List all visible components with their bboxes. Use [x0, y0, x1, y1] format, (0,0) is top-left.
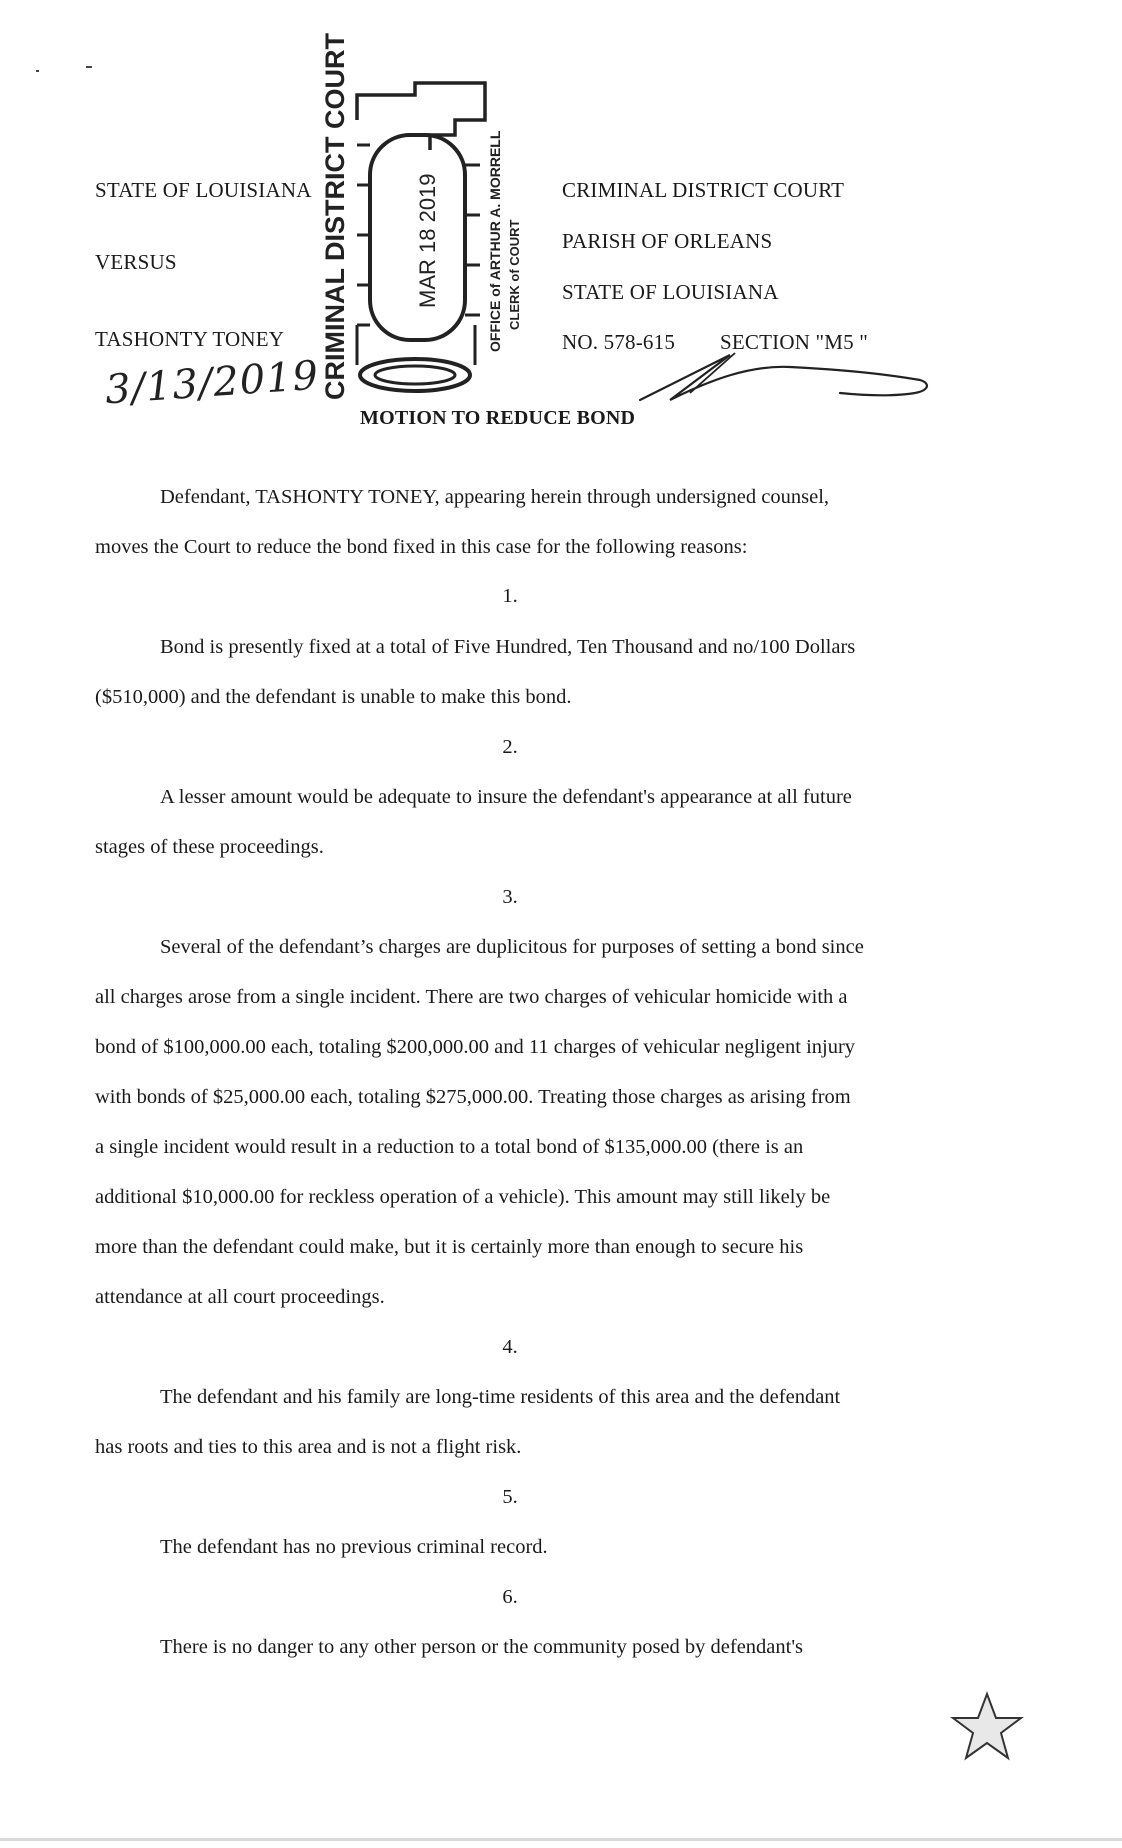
item-2-line-1: A lesser amount would be adequate to insure the defendant's appearance at all future: [160, 786, 852, 808]
caption-section: SECTION "M5 ": [720, 330, 869, 354]
intro-line-2: moves the Court to reduce the bond fixed in this case for the following reasons:: [95, 536, 748, 558]
document-title: MOTION TO REDUCE BOND: [360, 407, 636, 429]
signature-scribble: [630, 345, 940, 415]
item-4-line-1: The defendant and his family are long-time residents of this area and the defendant: [160, 1386, 841, 1408]
caption-parish: PARISH OF ORLEANS: [562, 229, 773, 253]
stamp-court-name: CRIMINAL DISTRICT COURT: [320, 33, 350, 400]
stamp-date: MAR 18 2019: [415, 173, 440, 308]
item-4-line-2: has roots and ties to this area and is not a flight risk.: [95, 1436, 522, 1458]
item-number-1: 1.: [502, 585, 518, 607]
stamp-clerk: CLERK of COURT: [507, 219, 522, 330]
item-3-line-1: Several of the defendant’s charges are duplicitous for purposes of setting a bond since: [160, 936, 864, 958]
caption-case-number: NO. 578-615: [562, 330, 676, 354]
caption-state: STATE OF LOUISIANA: [95, 178, 312, 202]
caption-versus: VERSUS: [95, 250, 177, 274]
item-number-6: 6.: [502, 1586, 518, 1608]
stamp-office: OFFICE of ARTHUR A. MORRELL: [487, 130, 503, 352]
intro-line-1: Defendant, TASHONTY TONEY, appearing herein through undersigned counsel,: [160, 486, 830, 508]
item-number-3: 3.: [502, 886, 518, 908]
bottom-scan-edge: [0, 1838, 1122, 1841]
item-3-line-4: with bonds of $25,000.00 each, totaling $275,000.00. Treating those charges as arising from: [95, 1086, 851, 1108]
item-number-5: 5.: [502, 1486, 518, 1508]
star-seal-icon: [950, 1690, 1025, 1765]
item-1-line-1: Bond is presently fixed at a total of Five Hundred, Ten Thousand and no/100 Dollars: [160, 636, 856, 658]
item-3-line-3: bond of $100,000.00 each, totaling $200,000.00 and 11 charges of vehicular negligent injury: [95, 1036, 856, 1058]
item-number-4: 4.: [502, 1336, 518, 1358]
item-3-line-8: attendance at all court proceedings.: [95, 1286, 385, 1308]
item-3-line-5: a single incident would result in a reduction to a total bond of $135,000.00 (there is an: [95, 1136, 804, 1158]
item-5-line-1: The defendant has no previous criminal record.: [160, 1536, 548, 1558]
item-6-line-1: There is no danger to any other person or the community posed by defendant's: [160, 1636, 804, 1658]
scan-speck: [36, 70, 39, 72]
item-1-line-2: ($510,000) and the defendant is unable to make this bond.: [95, 686, 572, 708]
item-3-line-2: all charges arose from a single incident. There are two charges of vehicular homicide with a: [95, 986, 848, 1008]
scan-speck: [86, 66, 92, 68]
caption-defendant: TASHONTY TONEY: [95, 327, 285, 351]
caption-state-right: STATE OF LOUISIANA: [562, 280, 779, 304]
item-number-2: 2.: [502, 736, 518, 758]
item-2-line-2: stages of these proceedings.: [95, 836, 324, 858]
item-3-line-7: more than the defendant could make, but it is certainly more than enough to secure his: [95, 1236, 804, 1258]
handwritten-date: 3/13/2019: [103, 352, 321, 414]
caption-court: CRIMINAL DISTRICT COURT: [562, 178, 845, 202]
item-3-line-6: additional $10,000.00 for reckless operation of a vehicle). This amount may still likely be: [95, 1186, 831, 1208]
